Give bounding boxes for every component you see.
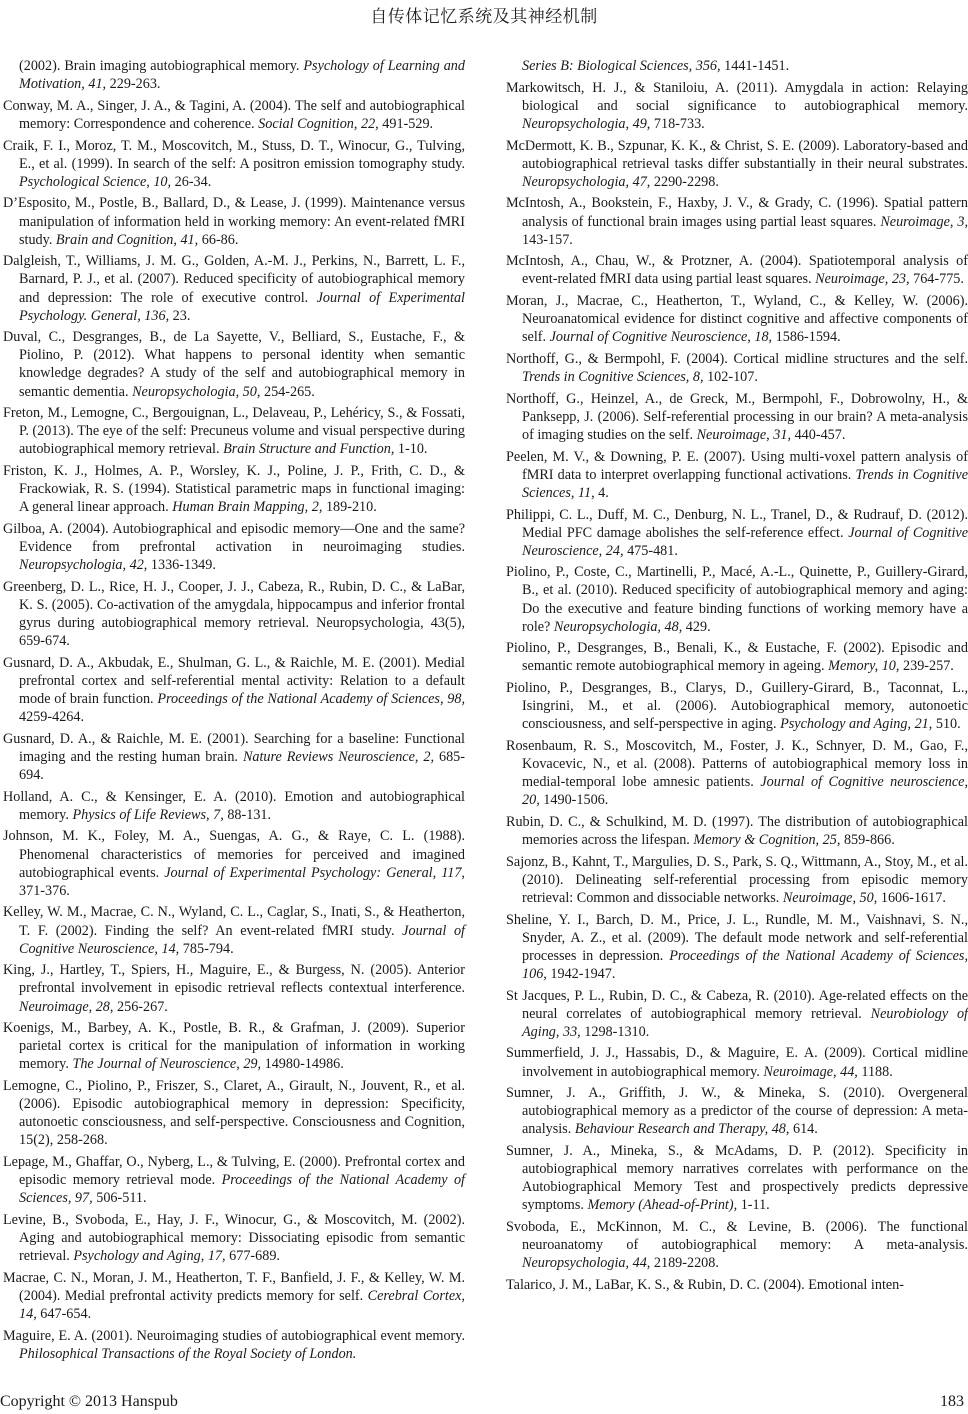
reference-text: Rubin, D. C., & Schulkind, M. D. (1997). The distribution of autobiographical memories across the lifespan. — [506, 813, 968, 849]
reference-text: Moran, J., Macrae, C., Heatherton, T., Wyland, C., & Kelley, W. (2006). Neuroanatomical evidence for distinct cognitive and affective components of self. — [506, 293, 968, 346]
reference-entry — [3, 1211, 465, 1265]
reference-text: Piolino, P., Desgranges, B., Benali, K., & Eustache, F. (2002). Episodic and semantic remote autobiographical memory in ageing. — [506, 640, 968, 675]
reference-journal: Neuroimage, 31, — [696, 426, 792, 443]
reference-text: Piolino, P., Coste, C., Martinelli, P., Macé, A.-L., Quinette, P., Guillery-Girard, B., et al. (2010). Reduced specificity of autobiographical memory and aging: Do the executive and feature binding functions of working memory have a role? — [506, 564, 968, 635]
reference-journal: Trends in Cognitive Sciences, 11, — [522, 466, 968, 501]
reference-entry — [506, 987, 968, 1041]
reference-journal: Neuropsychologia, 50, — [132, 383, 261, 400]
reference-entry — [3, 57, 465, 93]
reference-pages: 2290-2298. — [650, 173, 719, 190]
reference-pages: 239-257. — [899, 658, 954, 675]
reference-text: McDermott, K. B., Szpunar, K. K., & Christ, S. E. (2009). Laboratory-based and autobiographical retrieval tasks differ substantially in their neural substrates. — [506, 137, 968, 172]
reference-entry — [3, 654, 465, 726]
reference-pages: 2189-2208. — [650, 1255, 719, 1272]
reference-entry — [3, 404, 465, 458]
reference-journal: Brain Structure and Function, — [223, 441, 395, 458]
reference-entry — [3, 520, 465, 574]
reference-text: (2002). Brain imaging autobiographical memory. — [19, 58, 304, 74]
reference-journal: Neuroimage, 3, — [880, 213, 968, 230]
reference-entry — [506, 252, 968, 288]
reference-text: Sajonz, B., Kahnt, T., Margulies, D. S., Park, S. Q., Wittmann, A., Stoy, M., et al. (2010). Delineating self-referential processing from episodic memory retrieval: Common and dissociable networks. — [506, 853, 968, 906]
reference-pages: 229-263. — [106, 76, 161, 93]
reference-journal: Memory (Ahead-of-Print), — [587, 1197, 738, 1214]
reference-text: Lepage, M., Ghaffar, O., Nyberg, L., & Tulving, E. (2000). Prefrontal cortex and episodic memory retrieval mode. — [3, 1154, 465, 1189]
reference-entry — [3, 137, 465, 191]
reference-entry — [506, 57, 968, 75]
reference-pages: 614. — [789, 1121, 818, 1138]
reference-text: Northoff, G., Heinzel, A., de Greck, M., Bermpohl, F., Dobrowolny, H., & Panksepp, J. (2006). Self-referential processing in our brain? A meta-analysis of imaging studies on the self. — [506, 390, 968, 443]
reference-text: King, J., Hartley, T., Spiers, H., Maguire, E., & Burgess, N. (2005). Anterior prefrontal involvement in episodic retrieval reflects contextual interference. — [3, 962, 465, 997]
reference-pages: 143-157. — [522, 231, 573, 248]
reference-pages: 429. — [682, 618, 711, 635]
reference-pages: 256-267. — [113, 998, 168, 1015]
reference-text: Summerfield, J. J., Hassabis, D., & Maguire, E. A. (2009). Cortical midline involvement in autobiographical memory. — [506, 1045, 968, 1080]
reference-text: Markowitsch, H. J., & Staniloiu, A. (2011). Amygdala in action: Relaying biological and social significance to autobiographical memory. — [506, 79, 968, 114]
reference-entry — [506, 137, 968, 191]
reference-entry — [506, 639, 968, 675]
reference-pages: 4. — [594, 484, 609, 501]
page-number: 183 — [940, 1393, 964, 1410]
reference-text: Northoff, G., & Bermpohl, F. (2004). Cortical midline structures and the self. — [506, 350, 968, 367]
reference-journal: Memory, 10, — [828, 658, 900, 675]
reference-journal: Physics of Life Reviews, 7, — [72, 806, 224, 823]
reference-journal: Neuroimage, 50, — [782, 889, 878, 906]
reference-entry — [3, 827, 465, 899]
reference-text: Koenigs, M., Barbey, A. K., Postle, B. R., & Grafman, J. (2009). Superior parietal cortex is critical for the manipulation of information in working memory. — [3, 1020, 465, 1073]
reference-entry — [506, 911, 968, 983]
reference-text: Rosenbaum, R. S., Moscovitch, M., Foster, J. K., Schnyer, D. M., Gao, F., Kovacevic, N., et al. (2008). Patterns of autobiographical memory loss in medial-temporal lobe amnesic patients. — [506, 738, 968, 791]
reference-pages: 491-529. — [378, 115, 434, 132]
reference-journal: Journal of Cognitive Neuroscience, 24, — [522, 524, 968, 559]
reference-journal: Neuropsychologia, 47, — [522, 173, 651, 190]
reference-pages: 1490-1506. — [539, 792, 609, 809]
reference-entry — [506, 563, 968, 635]
reference-journal: Journal of Experimental Psychology: General, 117, — [164, 864, 465, 881]
reference-journal: Proceedings of the National Academy of Sciences, 97, — [19, 1172, 465, 1207]
reference-text: Talarico, J. M., LaBar, K. S., & Rubin, D. C. (2004). Emotional inten- — [506, 1276, 904, 1293]
reference-journal: Cerebral Cortex, 14, — [19, 1287, 465, 1322]
reference-pages: 1-10. — [394, 441, 428, 458]
reference-journal: Neuropsychologia, 42, — [19, 557, 148, 574]
reference-entry — [506, 1218, 968, 1272]
reference-pages: 1606-1617. — [877, 889, 946, 906]
reference-text: Duval, C., Desgranges, B., de La Sayette, V., Belliard, S., Eustache, F., & Piolino, P. (2012). What happens to personal identity when semantic knowledge degrades? A study of the self and autobiographical memory in semantic dementia. — [3, 329, 465, 400]
reference-journal: Psychology of Learning and Motivation, 41, — [19, 58, 465, 93]
reference-entry — [3, 1153, 465, 1207]
reference-entry — [506, 1276, 968, 1294]
reference-entry — [506, 292, 968, 346]
reference-entry — [506, 853, 968, 907]
reference-journal: Journal of Cognitive Neuroscience, 14, — [19, 922, 466, 957]
reference-journal: Series B: Biological Sciences, 356, — [522, 58, 721, 74]
reference-entry — [3, 97, 465, 133]
reference-pages: 102-107. — [703, 369, 758, 386]
reference-journal: Memory & Cognition, 25, — [693, 832, 841, 849]
reference-journal: Psychological Science, 10, — [19, 173, 172, 190]
reference-text: Craik, F. I., Moroz, T. M., Moscovitch, M., Stuss, D. T., Winocur, G., Tulving, E., et al. (1999). In search of the self: A positron emission tomography study. — [3, 137, 465, 172]
reference-text: Macrae, C. N., Moran, J. M., Heatherton, T. F., Banfield, J. F., & Kelley, W. M. (2004). Medial prefrontal activity predicts memory for self. — [3, 1269, 465, 1304]
reference-text: Svoboda, E., McKinnon, M. C., & Levine, B. (2006). The functional neuroanatomy of autobiographical memory: A meta-analysis. — [506, 1219, 968, 1254]
reference-text: McIntosh, A., Chau, W., & Protzner, A. (2004). Spatiotemporal analysis of event-related fMRI data using partial least squares. — [506, 253, 968, 288]
reference-text: Dalgleish, T., Williams, J. M. G., Golden, A.-M. J., Perkins, N., Barrett, L. F., Barnard, P. J., et al. (2007). Reduced specificity of autobiographical memory and depression: The role of executive control. — [3, 253, 465, 306]
reference-journal: Neuroimage, 23, — [815, 271, 910, 288]
reference-journal: Psychology and Aging, 21, — [780, 716, 933, 733]
reference-text: Kelley, W. M., Macrae, C. N., Wyland, C. L., Caglar, S., Inati, S., & Heatherton, T. F. (2002). Finding the self? An event-related fMRI study. — [3, 904, 465, 939]
reference-entry — [3, 1269, 465, 1323]
reference-journal: Nature Reviews Neuroscience, 2, — [242, 748, 435, 765]
reference-text: Johnson, M. K., Foley, M. A., Suengas, A. G., & Raye, C. L. (1988). Phenomenal characteristics of memories for perceived and imagined autobiographical events. — [3, 828, 465, 881]
reference-entry — [506, 506, 968, 560]
reference-entry — [506, 737, 968, 809]
references-left-column — [3, 57, 465, 1366]
reference-text: Greenberg, D. L., Rice, H. J., Cooper, J. J., Cabeza, R., Rubin, D. C., & LaBar, K. S. (2005). Co-activation of the amygdala, hippocampus and inferior frontal gyrus during autobiographical memory retrieval. Neuropsychologia, 43(5), 659-674. — [3, 578, 465, 650]
reference-pages: 1298-1310. — [580, 1023, 650, 1040]
reference-journal: Proceedings of the National Academy of Sciences, 106, — [522, 947, 968, 982]
reference-journal: Journal of Experimental Psychology. General, 136, — [19, 289, 465, 324]
reference-entry — [3, 961, 465, 1015]
reference-pages: 506-511. — [92, 1190, 147, 1207]
reference-pages: 1441-1451. — [720, 58, 790, 74]
reference-entry — [506, 390, 968, 444]
reference-entry — [3, 328, 465, 400]
reference-text: Piolino, P., Desgranges, B., Clarys, D., Guillery-Girard, B., Taconnat, L., Isingrini, M., et al. (2006). Autobiographical memory, autonoetic consciousness, and self-perspective in aging. — [506, 680, 968, 733]
reference-pages: 371-376. — [19, 882, 70, 899]
reference-entry — [506, 350, 968, 386]
reference-pages: 475-481. — [623, 542, 678, 559]
reference-pages: 1188. — [857, 1063, 893, 1080]
reference-journal: Philosophical Transactions of the Royal Society of London. — [19, 1345, 357, 1362]
reference-pages: 718-733. — [650, 115, 705, 132]
reference-text: Friston, K. J., Holmes, A. P., Worsley, K. J., Poline, J. P., Frith, C. D., & Frackowiak, R. S. (1994). Statistical parametric maps in functional imaging: A general linear approach. — [3, 463, 465, 516]
reference-pages: 685-694. — [19, 748, 465, 783]
reference-text: Holland, A. C., & Kensinger, E. A. (2010). Emotion and autobiographical memory. — [3, 788, 465, 823]
reference-pages: 1942-1947. — [546, 965, 616, 982]
reference-text: St Jacques, P. L., Rubin, D. C., & Cabeza, R. (2010). Age-related effects on the neural correlates of autobiographical memory retrieval. — [506, 987, 968, 1022]
reference-journal: Journal of Cognitive neuroscience, 20, — [522, 774, 968, 809]
reference-pages: 859-866. — [840, 832, 895, 849]
reference-journal: The Journal of Neuroscience, 29, — [72, 1056, 262, 1073]
reference-pages: 23. — [169, 307, 191, 324]
reference-text: D’Esposito, M., Postle, B., Ballard, D., & Lease, J. (1999). Maintenance versus manipulation of information held in working memory: An event-related fMRI study. — [3, 195, 465, 248]
reference-text: Conway, M. A., Singer, J. A., & Tagini, A. (2004). The self and autobiographical memory: Correspondence and coherence. — [3, 97, 465, 132]
reference-text: Gusnard, D. A., Akbudak, E., Shulman, G. L., & Raichle, M. E. (2001). Medial prefrontal cortex and self-referential mental activity: Relation to a default mode of brain function. — [3, 654, 465, 708]
reference-text: Gilboa, A. (2004). Autobiographical and episodic memory—One and the same? Evidence from prefrontal activation in neuroimaging studies. — [3, 521, 465, 556]
reference-entry — [3, 578, 465, 650]
reference-entry — [506, 813, 968, 849]
reference-journal: Behaviour Research and Therapy, 48, — [574, 1121, 790, 1138]
reference-text: McIntosh, A., Bookstein, F., Haxby, J. V., & Grady, C. (1996). Spatial pattern analysis of functional brain images using partial least squares. — [506, 195, 968, 230]
reference-journal: Proceedings of the National Academy of Sciences, 98, — [157, 691, 465, 708]
reference-pages: 26-34. — [171, 173, 212, 190]
reference-text: Levine, B., Svoboda, E., Hay, J. F., Winocur, G., & Moscovitch, M. (2002). Aging and autobiographical memory: Dissociating episodic from semantic retrieval. — [3, 1211, 465, 1265]
reference-journal: Neuropsychologia, 49, — [522, 115, 651, 132]
reference-pages: 4259-4264. — [19, 709, 85, 726]
reference-entry — [3, 903, 465, 957]
reference-pages: 647-654. — [36, 1305, 92, 1322]
reference-journal: Neurobiology of Aging, 33, — [522, 1005, 968, 1040]
reference-entry — [3, 1327, 465, 1363]
reference-entry — [506, 1044, 968, 1080]
reference-entry — [3, 1077, 465, 1149]
reference-pages: 14980-14986. — [261, 1056, 344, 1073]
reference-text: Gusnard, D. A., & Raichle, M. E. (2001). Searching for a baseline: Functional imaging and the resting human brain. — [3, 730, 465, 765]
reference-entry — [3, 194, 465, 248]
reference-journal: Psychology and Aging, 17, — [73, 1248, 226, 1265]
reference-journal: Neuropsychologia, 48, — [553, 618, 683, 635]
references-right-column — [506, 57, 968, 1298]
reference-entry — [506, 679, 968, 733]
reference-journal: Neuroimage, 28, — [19, 998, 114, 1015]
reference-journal: Human Brain Mapping, 2, — [172, 499, 323, 516]
reference-pages: 440-457. — [791, 426, 846, 443]
reference-text: Philippi, C. L., Duff, M. C., Denburg, N. L., Tranel, D., & Rudrauf, D. (2012). Medial PFC damage abolishes the self-reference effect. — [506, 506, 968, 541]
reference-text: Freton, M., Lemogne, C., Bergouignan, L., Delaveau, P., Lehéricy, S., & Fossati, P. (2013). The eye of the self: Precuneus volume and visual perspective during autobiographical memory retrieval. — [3, 405, 465, 458]
reference-pages: 88-131. — [223, 806, 272, 823]
reference-pages: 1-11. — [737, 1197, 770, 1214]
reference-pages: 1586-1594. — [772, 329, 841, 346]
reference-text: Sumner, J. A., Mineka, S., & McAdams, D. P. (2012). Specificity in autobiographical memory narratives correlates with performance on the Autobiographical Memory Test and prospectively predicts depressive symptoms. — [506, 1143, 968, 1214]
reference-entry — [3, 788, 465, 824]
reference-entry — [506, 194, 968, 248]
reference-pages: 764-775. — [909, 271, 964, 288]
reference-pages: 510. — [932, 716, 961, 733]
reference-entry — [3, 252, 465, 324]
reference-journal: Trends in Cognitive Sciences, 8, — [522, 369, 704, 386]
reference-journal: Brain and Cognition, 41, — [55, 231, 199, 248]
reference-pages: 785-794. — [179, 940, 234, 957]
reference-journal: Neuropsychologia, 44, — [522, 1255, 651, 1272]
reference-pages: 1336-1349. — [147, 557, 216, 574]
reference-pages: 677-689. — [225, 1248, 280, 1265]
reference-entry — [3, 462, 465, 516]
running-title: 自传体记忆系统及其神经机制 — [370, 7, 598, 27]
reference-text: Maguire, E. A. (2001). Neuroimaging studies of autobiographical event memory. — [3, 1327, 465, 1344]
reference-text: Lemogne, C., Piolino, P., Friszer, S., Claret, A., Girault, N., Jouvent, R., et al. (2006). Episodic autobiographical memory in depression: Specificity, autonoetic consciousness, and self-perspective. Consciousness and Cognition, 15(2), 258-268. — [3, 1078, 465, 1149]
reference-text: Sheline, Y. I., Barch, D. M., Price, J. L., Rundle, M. M., Vaishnavi, S. N., Snyder, A. Z., et al. (2009). The default mode network and self-referential processes in depression. — [506, 911, 968, 964]
reference-journal: Social Cognition, 22, — [258, 115, 379, 132]
reference-journal: Journal of Cognitive Neuroscience, 18, — [549, 329, 773, 346]
copyright-notice: Copyright © 2013 Hanspub — [0, 1393, 178, 1410]
reference-entry — [506, 1142, 968, 1214]
reference-text: Peelen, M. V., & Downing, P. E. (2007). Using multi-voxel pattern analysis of fMRI data to interpret overlapping functional activations. — [506, 448, 968, 483]
reference-pages: 66-86. — [198, 231, 239, 248]
reference-entry — [506, 79, 968, 133]
reference-entry — [3, 730, 465, 784]
reference-journal: Neuroimage, 44, — [763, 1063, 858, 1080]
reference-pages: 189-210. — [322, 499, 377, 516]
reference-entry — [506, 448, 968, 502]
reference-entry — [506, 1084, 968, 1138]
reference-pages: 254-265. — [260, 383, 315, 400]
reference-text: Sumner, J. A., Griffith, J. W., & Mineka, S. (2010). Overgeneral autobiographical memory as a predictor of the course of depression: A meta-analysis. — [506, 1085, 968, 1138]
reference-entry — [3, 1019, 465, 1073]
